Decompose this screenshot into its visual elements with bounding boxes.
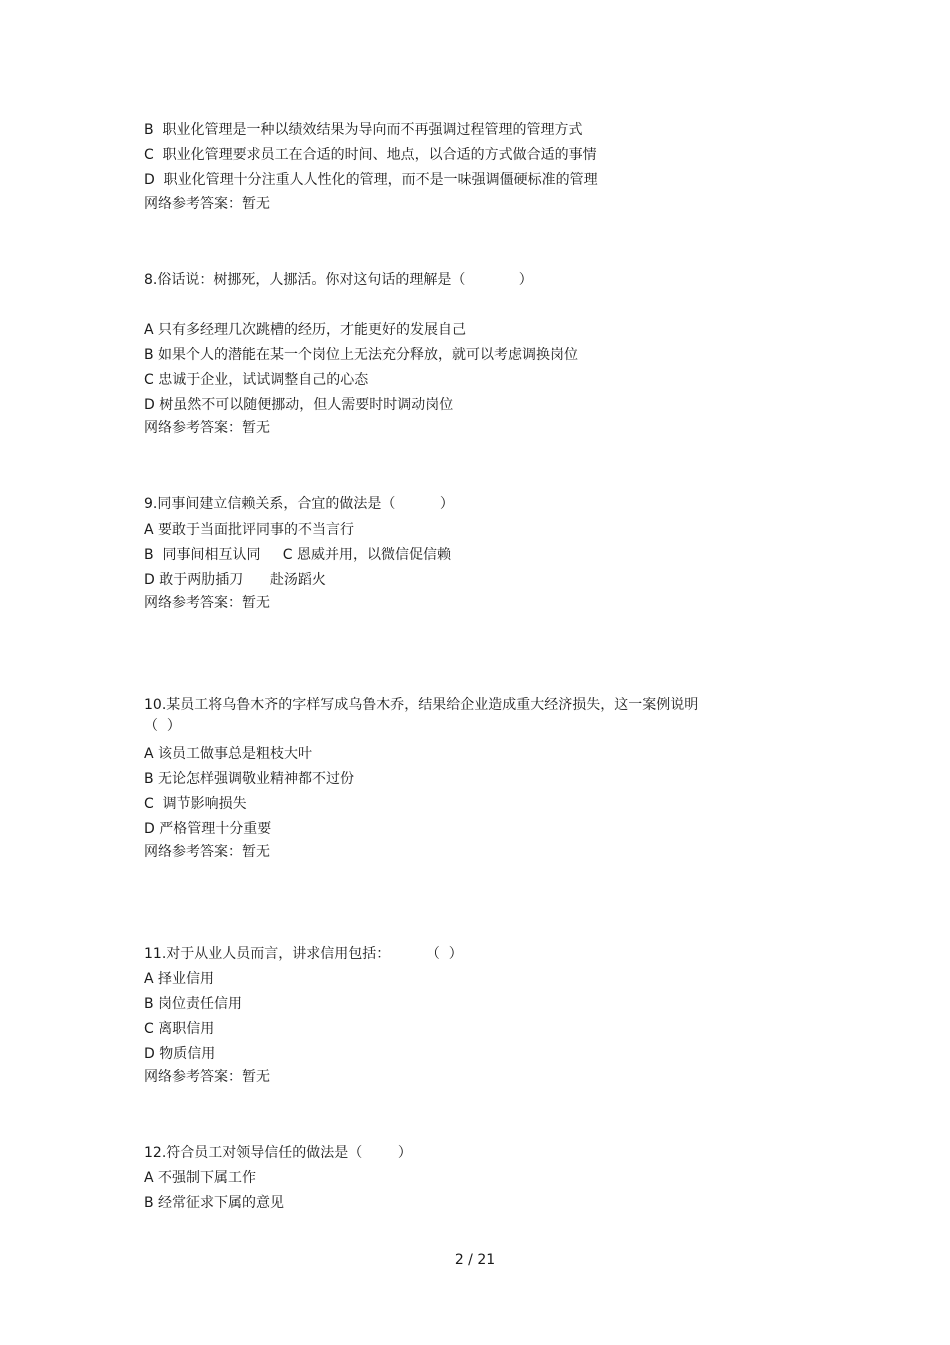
question-7-option-c: C 职业化管理要求员工在合适的时间、地点，以合适的方式做合适的事情 xyxy=(144,147,597,163)
question-12-option-a: A 不强制下属工作 xyxy=(144,1170,257,1186)
question-10-option-a: A 该员工做事总是粗枝大叶 xyxy=(144,746,313,762)
question-9-option-d: D 敢于两肋插刀 赴汤蹈火 xyxy=(144,572,326,588)
question-9-stem: 9.同事间建立信赖关系，合宜的做法是（ ） xyxy=(144,496,454,512)
question-10-stem: 10.某员工将乌鲁木齐的字样写成乌鲁木乔，结果给企业造成重大经济损失，这一案例说明 xyxy=(144,697,699,713)
question-11-stem: 11.对于从业人员而言，讲求信用包括： （ ） xyxy=(144,946,463,962)
question-11-option-a: A 择业信用 xyxy=(144,971,215,987)
question-9-option-b-c: B 同事间相互认同 C 恩威并用，以微信促信赖 xyxy=(144,547,451,563)
question-11-option-b: B 岗位责任信用 xyxy=(144,996,243,1012)
question-7-option-d: D 职业化管理十分注重人人性化的管理，而不是一味强调僵硬标准的管理 xyxy=(144,172,598,188)
question-11-option-c: C 离职信用 xyxy=(144,1021,215,1037)
question-12-stem: 12.符合员工对领导信任的做法是（ ） xyxy=(144,1145,412,1161)
question-10-option-d: D 严格管理十分重要 xyxy=(144,821,272,837)
question-9-answer: 网络参考答案：暂无 xyxy=(144,595,270,611)
question-12-option-b: B 经常征求下属的意见 xyxy=(144,1195,285,1211)
question-10-option-b: B 无论怎样强调敬业精神都不过份 xyxy=(144,771,355,787)
question-8-option-b: B 如果个人的潜能在某一个岗位上无法充分释放，就可以考虑调换岗位 xyxy=(144,347,579,363)
page-number: 2 / 21 xyxy=(454,1252,496,1268)
question-11-option-d: D 物质信用 xyxy=(144,1046,216,1062)
question-7-answer: 网络参考答案：暂无 xyxy=(144,196,270,212)
question-7-option-b: B 职业化管理是一种以绩效结果为导向而不再强调过程管理的管理方式 xyxy=(144,122,583,138)
question-8-stem: 8.俗话说：树挪死，人挪活。你对这句话的理解是（ ） xyxy=(144,272,533,288)
question-8-option-c: C 忠诚于企业，试试调整自己的心态 xyxy=(144,372,369,388)
question-11-answer: 网络参考答案：暂无 xyxy=(144,1069,270,1085)
question-8-option-d: D 树虽然不可以随便挪动，但人需要时时调动岗位 xyxy=(144,397,454,413)
question-8-option-a: A 只有多经理几次跳槽的经历，才能更好的发展自己 xyxy=(144,322,467,338)
question-9-option-a: A 要敢于当面批评同事的不当言行 xyxy=(144,522,355,538)
question-10-answer: 网络参考答案：暂无 xyxy=(144,844,270,860)
question-10-stem-continued: （ ） xyxy=(144,718,181,734)
question-8-answer: 网络参考答案：暂无 xyxy=(144,420,270,436)
question-10-option-c: C 调节影响损失 xyxy=(144,796,247,812)
